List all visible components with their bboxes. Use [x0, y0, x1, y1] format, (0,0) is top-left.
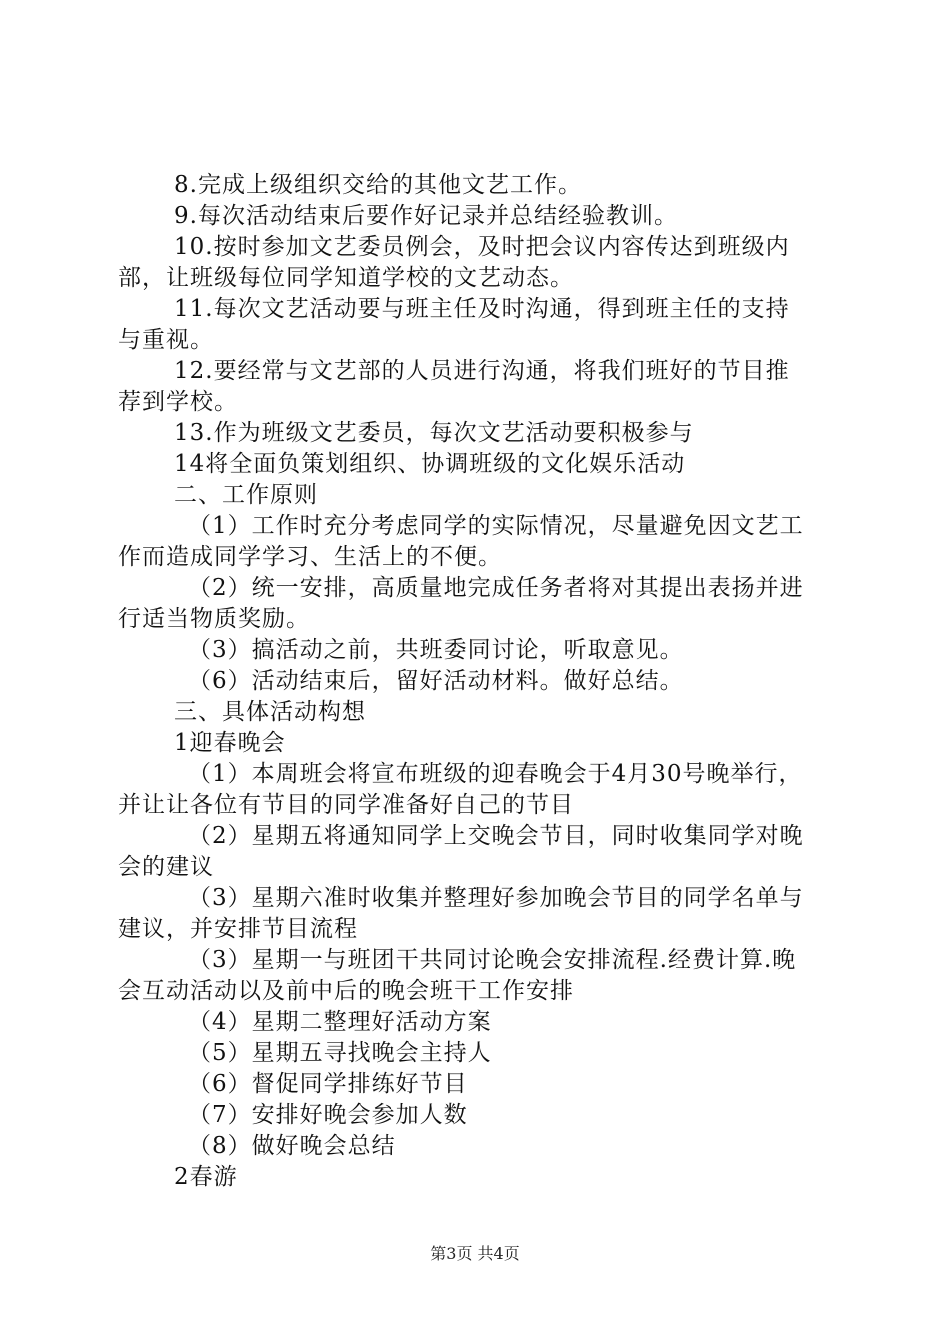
- text-line: 8.完成上级组织交给的其他文艺工作。: [174, 172, 582, 198]
- text-line: 11.每次文艺活动要与班主任及时沟通，得到班主任的支持: [174, 296, 790, 322]
- text-line: 荐到学校。: [118, 389, 238, 415]
- text-line: （4）星期二整理好活动方案: [188, 1009, 492, 1035]
- text-line: （2）星期五将通知同学上交晚会节目，同时收集同学对晚: [188, 823, 804, 849]
- text-line: 与重视。: [118, 327, 214, 353]
- text-line: 建议，并安排节目流程: [118, 916, 358, 942]
- text-line: 12.要经常与文艺部的人员进行沟通，将我们班好的节目推: [174, 358, 790, 384]
- text-line: （6）活动结束后，留好活动材料。做好总结。: [188, 668, 684, 694]
- text-line: （5）星期五寻找晚会主持人: [188, 1040, 492, 1066]
- text-line: 10.按时参加文艺委员例会，及时把会议内容传达到班级内: [174, 234, 790, 260]
- page-footer: 第3页 共4页: [430, 1244, 520, 1263]
- text-line: （2）统一安排，高质量地完成任务者将对其提出表扬并进: [188, 575, 804, 601]
- text-line: （6）督促同学排练好节目: [188, 1071, 468, 1097]
- text-line: 部，让班级每位同学知道学校的文艺动态。: [118, 265, 574, 291]
- text-line: （8）做好晚会总结: [188, 1133, 396, 1159]
- text-line: 13.作为班级文艺委员，每次文艺活动要积极参与: [174, 420, 694, 446]
- document-body: [118, 170, 838, 1193]
- text-line: （1）本周班会将宣布班级的迎春晚会于4月30号晚举行，: [188, 761, 803, 787]
- text-line: 行适当物质奖励。: [118, 606, 310, 632]
- text-line: 会的建议: [118, 854, 214, 880]
- text-line: （7）安排好晚会参加人数: [188, 1102, 468, 1128]
- text-line: 作而造成同学学习、生活上的不便。: [118, 544, 502, 570]
- text-line: 9.每次活动结束后要作好记录并总结经验教训。: [174, 203, 678, 229]
- text-line: 2春游: [174, 1164, 238, 1190]
- text-line: 14将全面负策划组织、协调班级的文化娱乐活动: [174, 451, 686, 477]
- text-line: （3）星期六准时收集并整理好参加晚会节目的同学名单与: [188, 885, 804, 911]
- text-line: （3）星期一与班团干共同讨论晚会安排流程.经费计算.晚: [188, 947, 797, 973]
- text-line: （1）工作时充分考虑同学的实际情况，尽量避免因文艺工: [188, 513, 804, 539]
- text-line: 1迎春晚会: [174, 730, 286, 756]
- text-line: 并让让各位有节目的同学准备好自己的节目: [118, 792, 574, 818]
- text-line: 会互动活动以及前中后的晚会班干工作安排: [118, 978, 574, 1004]
- text-line: 三、具体活动构想: [174, 699, 366, 725]
- text-line: 二、工作原则: [174, 482, 318, 508]
- text-line: （3）搞活动之前，共班委同讨论，听取意见。: [188, 637, 684, 663]
